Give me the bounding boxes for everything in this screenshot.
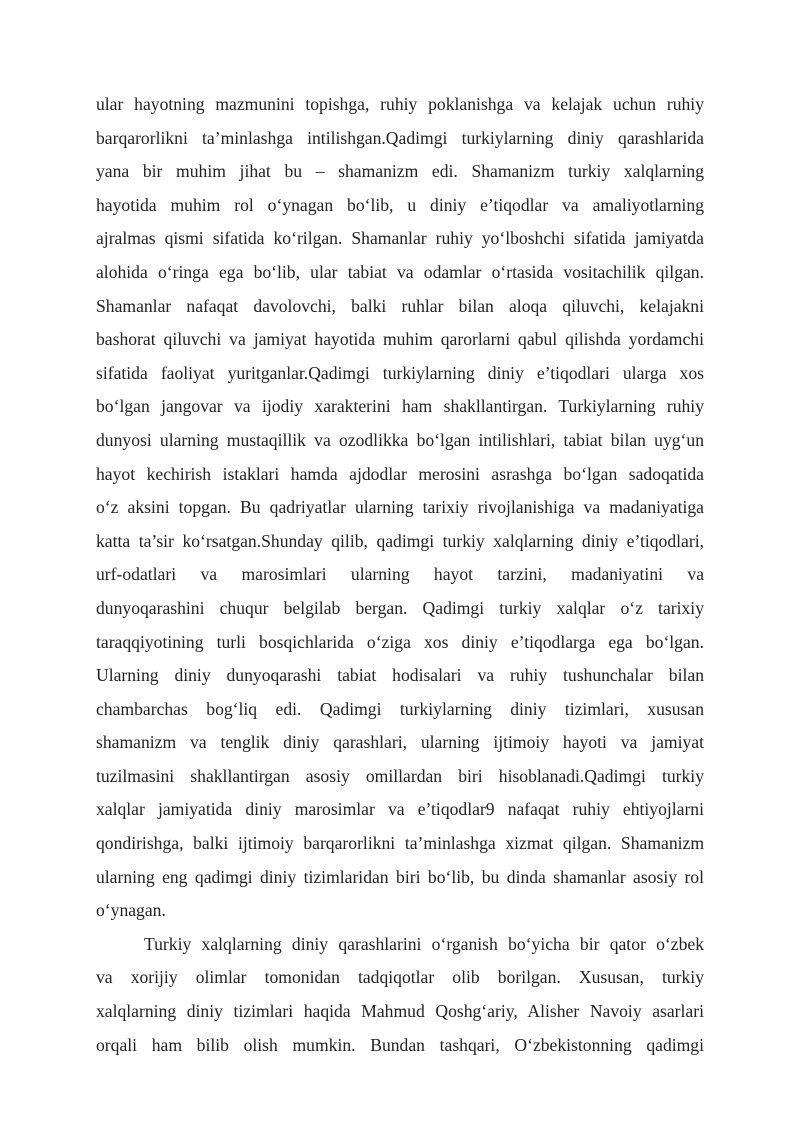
text-line: orqali ham bilib olish mumkin. Bundan tashqari, O‘zbekistonning qadimgi: [96, 1034, 704, 1055]
text-line: taraqqiyotining turli bosqichlarida o‘ziga xos diniy e’tiqodlarga ega bo‘lgan.: [96, 631, 704, 652]
text-line: tuzilmasini shakllantirgan asosiy omillardan biri hisoblanadi.Qadimgi turkiy: [96, 765, 704, 786]
text-line: va xorijiy olimlar tomonidan tadqiqotlar olib borilgan. Xususan, turkiy: [96, 967, 704, 988]
text-line: katta ta’sir ko‘rsatgan.Shunday qilib, qadimgi turkiy xalqlarning diniy e’tiqodlari,: [96, 530, 704, 551]
text-line: sifatida faoliyat yuritganlar.Qadimgi turkiylarning diniy e’tiqodlari ularga xos: [96, 362, 704, 383]
text-line: Shamanlar nafaqat davolovchi, balki ruhlar bilan aloqa qiluvchi, kelajakni: [96, 295, 704, 316]
text-line: o‘ynagan.: [96, 900, 166, 921]
text-line: ajralmas qismi sifatida ko‘rilgan. Shamanlar ruhiy yo‘lboshchi sifatida jamiyatda: [96, 228, 704, 249]
text-line: dunyosi ularning mustaqillik va ozodlikka bo‘lgan intilishlari, tabiat bilan uyg‘un: [96, 429, 704, 450]
text-line: ularning eng qadimgi diniy tizimlaridan biri bo‘lib, bu dinda shamanlar asosiy rol: [96, 866, 704, 887]
text-line: urf-odatlari va marosimlari ularning hayot tarzini, madaniyatini va: [96, 564, 704, 585]
text-line: ular hayotning mazmunini topishga, ruhiy poklanishga va kelajak uchun ruhiy: [96, 94, 704, 114]
paragraph-2: [96, 928, 704, 1062]
text-line: hayot kechirish istaklari hamda ajdodlar merosini asrashga bo‘lgan sadoqatida: [96, 463, 704, 484]
text-line: hayotida muhim rol o‘ynagan bo‘lib, u diniy e’tiqodlar va amaliyotlarning: [96, 194, 704, 215]
text-line: xalqlarning diniy tizimlari haqida Mahmud Qoshg‘ariy, Alisher Navoiy asarlari: [96, 1001, 704, 1022]
text-line: bo‘lgan jangovar va ijodiy xarakterini ham shakllantirgan. Turkiylarning ruhiy: [96, 396, 704, 417]
text-line: dunyoqarashini chuqur belgilab bergan. Qadimgi turkiy xalqlar o‘z tarixiy: [96, 597, 704, 618]
text-line: Turkiy xalqlarning diniy qarashlarini o‘rganish bo‘yicha bir qator o‘zbek: [144, 933, 704, 954]
text-line: Ularning diniy dunyoqarashi tabiat hodisalari va ruhiy tushunchalar bilan: [96, 665, 704, 686]
text-line: barqarorlikni ta’minlashga intilishgan.Qadimgi turkiylarning diniy qarashlarida: [96, 127, 704, 148]
text-line: alohida o‘ringa ega bo‘lib, ular tabiat va odamlar o‘rtasida vositachilik qilgan.: [96, 261, 704, 282]
text-line: xalqlar jamiyatida diniy marosimlar va e’tiqodlar9 nafaqat ruhiy ehtiyojlarni: [96, 799, 704, 820]
text-line: shamanizm va tenglik diniy qarashlari, ularning ijtimoiy hayoti va jamiyat: [96, 732, 704, 753]
text-line: bashorat qiluvchi va jamiyat hayotida muhim qarorlarni qabul qilishda yordamchi: [96, 329, 704, 350]
text-line: yana bir muhim jihat bu – shamanizm edi. Shamanizm turkiy xalqlarning: [96, 161, 704, 182]
text-line: chambarchas bog‘liq edi. Qadimgi turkiylarning diniy tizimlari, xususan: [96, 698, 704, 719]
text-line: qondirishga, balki ijtimoiy barqarorlikni ta’minlashga xizmat qilgan. Shamanizm: [96, 833, 704, 854]
text-line: o‘z aksini topgan. Bu qadriyatlar ularning tarixiy rivojlanishiga va madaniyatiga: [96, 497, 704, 518]
paragraph-1: [96, 88, 704, 928]
document-page: [96, 88, 704, 1062]
